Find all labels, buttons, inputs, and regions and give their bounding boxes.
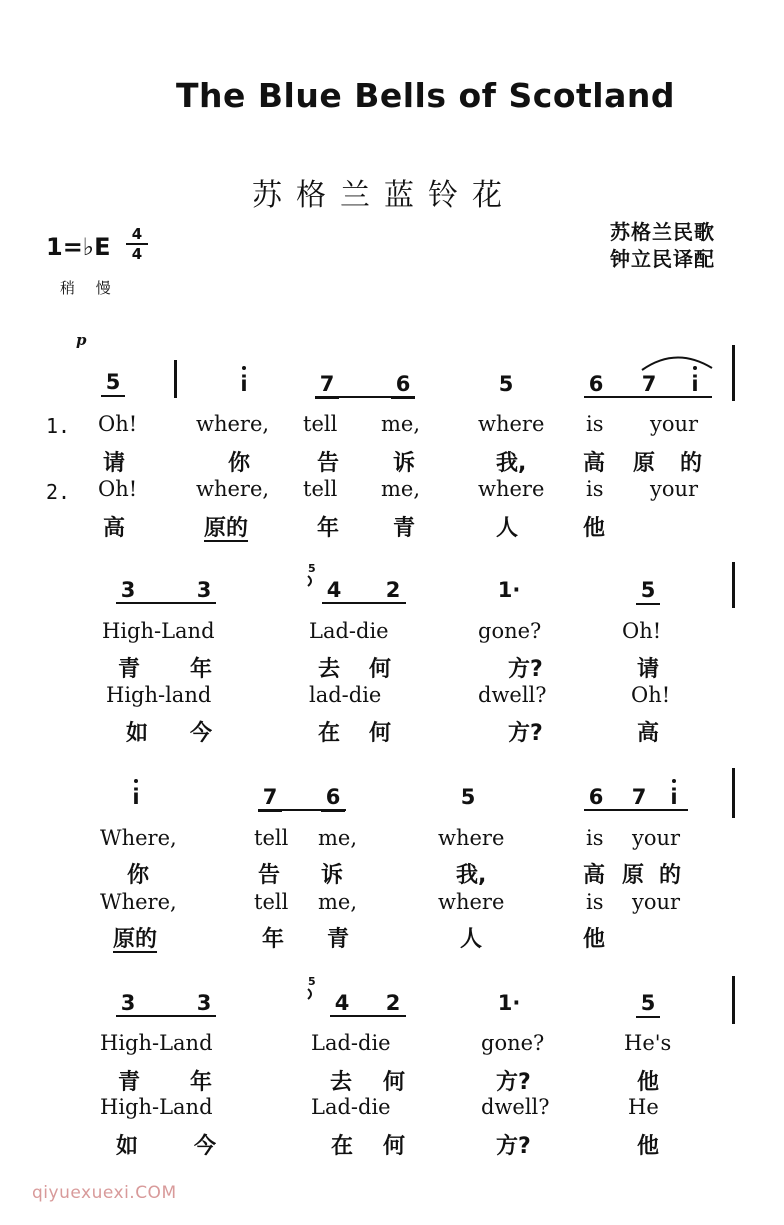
grace-mark: [306, 987, 316, 1001]
note: 5: [636, 991, 660, 1018]
lyric: Oh!: [98, 412, 138, 436]
credit-translator: 钟立民译配: [610, 247, 715, 271]
note: 7: [641, 372, 657, 396]
lyric-cn: 请: [103, 451, 126, 476]
note: 7: [258, 785, 282, 812]
lyric-cn: 青: [327, 927, 350, 952]
key-signature: 1=♭E: [46, 233, 111, 261]
beam: [330, 1015, 406, 1017]
grace-note: 5: [308, 975, 316, 988]
barline: [732, 768, 735, 818]
dynamic-marking: p: [76, 331, 87, 349]
lyric-cn: 诉: [321, 863, 344, 888]
lyric-cn: 人: [460, 927, 483, 952]
beam: [584, 809, 688, 811]
lyric: dwell?: [481, 1095, 550, 1119]
time-sig-top: 4: [131, 225, 143, 243]
lyric-cn: 何: [369, 721, 392, 746]
lyric-cn: 我,: [456, 863, 487, 888]
note: 1·: [497, 578, 521, 602]
lyric-cn: 年: [190, 657, 213, 682]
verse-number-2: 2.: [46, 480, 71, 504]
lyric: High-Land: [100, 1031, 213, 1055]
beam: [322, 602, 406, 604]
time-signature: [126, 226, 148, 262]
lyric-cn: 你: [228, 451, 251, 476]
slur: [640, 350, 714, 372]
credit-origin: 苏格兰民歌: [610, 220, 715, 244]
lyric-cn: 告: [258, 863, 281, 888]
lyric: is: [586, 890, 604, 914]
lyric: tell: [303, 477, 338, 501]
lyric: me,: [318, 890, 358, 914]
note: 6: [588, 785, 604, 809]
lyric-cn: 高: [103, 516, 126, 541]
lyric-cn: 方?: [508, 721, 543, 746]
note: 3: [196, 991, 212, 1015]
lyric: High-Land: [102, 619, 215, 643]
grace-mark: [306, 574, 316, 588]
barline: [732, 345, 735, 401]
lyric: is: [586, 412, 604, 436]
lyric: me,: [318, 826, 358, 850]
tempo-marking: 稍 慢: [60, 279, 119, 297]
lyric: Where,: [100, 826, 177, 850]
chinese-title: 苏格兰蓝铃花: [252, 178, 516, 213]
lyric-cn: 的: [659, 863, 682, 888]
lyric: your: [632, 890, 681, 914]
lyric: tell: [303, 412, 338, 436]
lyric: High-Land: [100, 1095, 213, 1119]
note: 5: [636, 578, 660, 605]
lyric: lad-die: [309, 683, 382, 707]
high-octave-dot: [672, 779, 676, 783]
barline: [732, 562, 735, 608]
beam: [315, 396, 415, 398]
lyric: me,: [381, 412, 421, 436]
lyric: dwell?: [478, 683, 547, 707]
lyric-cn: 他: [637, 1070, 660, 1095]
lyric: Lad-die: [309, 619, 389, 643]
lyric: where,: [196, 477, 270, 501]
note: 1·: [497, 991, 521, 1015]
barline: [174, 360, 177, 398]
lyric: He's: [624, 1031, 672, 1055]
time-sig-bottom: 4: [131, 245, 143, 263]
note: 3: [120, 991, 136, 1015]
note: 7: [631, 785, 647, 809]
lyric-cn: 今: [190, 721, 213, 746]
lyric-cn: 青: [393, 516, 416, 541]
lyric-cn: 如: [126, 721, 149, 746]
note: 4: [334, 991, 350, 1015]
lyric-cn: 何: [383, 1134, 406, 1159]
lyric: tell: [254, 890, 289, 914]
lyric-cn: 在: [318, 721, 341, 746]
lyric-cn: 方?: [496, 1070, 531, 1095]
beam: [116, 1015, 216, 1017]
grace-note: 5: [308, 562, 316, 575]
note: 2: [385, 991, 401, 1015]
lyric: your: [650, 412, 699, 436]
lyric: is: [586, 826, 604, 850]
lyric-cn: 去: [330, 1070, 353, 1095]
lyric: Lad-die: [311, 1095, 391, 1119]
lyric-cn: 高: [583, 451, 606, 476]
lyric-cn: 今: [194, 1134, 217, 1159]
beam: [116, 602, 216, 604]
note: 3: [196, 578, 212, 602]
lyric-cn: 我,: [496, 451, 527, 476]
lyric-cn: 如: [116, 1134, 139, 1159]
beam: [584, 396, 712, 398]
lyric: where,: [196, 412, 270, 436]
lyric: me,: [381, 477, 421, 501]
lyric-cn: 原: [622, 863, 645, 888]
lyric: where: [438, 890, 505, 914]
lyric-cn: 何: [383, 1070, 406, 1095]
note: i: [240, 372, 248, 396]
note: i: [691, 372, 699, 396]
lyric-cn: 他: [583, 516, 606, 541]
lyric: Oh!: [622, 619, 662, 643]
note: 5: [498, 372, 514, 396]
lyric-cn: 你: [127, 863, 150, 888]
lyric-cn: 原: [633, 451, 656, 476]
note: 6: [321, 785, 345, 812]
lyric-cn: 年: [190, 1070, 213, 1095]
lyric-cn: 方?: [496, 1134, 531, 1159]
lyric: Oh!: [631, 683, 671, 707]
lyric-cn: 告: [317, 451, 340, 476]
lyric-cn: 青: [118, 657, 141, 682]
lyric: High-land: [106, 683, 212, 707]
note: 5: [101, 370, 125, 397]
lyric: your: [650, 477, 699, 501]
barline: [732, 976, 735, 1024]
note: i: [670, 785, 678, 809]
lyric: where: [438, 826, 505, 850]
lyric-cn: 方?: [508, 657, 543, 682]
note: 6: [588, 372, 604, 396]
lyric-cn: 诉: [393, 451, 416, 476]
lyric: gone?: [481, 1031, 545, 1055]
lyric-cn: 人: [496, 516, 519, 541]
lyric-cn: 原的: [113, 927, 158, 952]
lyric: where: [478, 412, 545, 436]
lyric: where: [478, 477, 545, 501]
lyric: Lad-die: [311, 1031, 391, 1055]
lyric-cn: 高: [583, 863, 606, 888]
lyric-cn: 的: [680, 451, 703, 476]
beam: [258, 809, 346, 811]
lyric: gone?: [478, 619, 542, 643]
high-octave-dot: [134, 779, 138, 783]
note: 5: [460, 785, 476, 809]
lyric-cn: 在: [331, 1134, 354, 1159]
lyric-cn: 去: [318, 657, 341, 682]
song-title: The Blue Bells of Scotland: [176, 76, 675, 115]
lyric-cn: 青: [118, 1070, 141, 1095]
lyric-cn: 高: [637, 721, 660, 746]
high-octave-dot: [242, 366, 246, 370]
note: 3: [120, 578, 136, 602]
note: 6: [391, 372, 415, 399]
lyric: your: [632, 826, 681, 850]
lyric: He: [628, 1095, 659, 1119]
watermark: qiyuexuexi.COM: [32, 1183, 177, 1203]
note: 2: [385, 578, 401, 602]
verse-number-1: 1.: [46, 414, 71, 438]
lyric-cn: 年: [262, 927, 285, 952]
note: 4: [326, 578, 342, 602]
lyric: is: [586, 477, 604, 501]
lyric: Oh!: [98, 477, 138, 501]
lyric-cn: 年: [317, 516, 340, 541]
lyric-cn: 何: [369, 657, 392, 682]
lyric: Where,: [100, 890, 177, 914]
note: 7: [315, 372, 339, 399]
lyric-cn: 他: [583, 927, 606, 952]
lyric-cn: 请: [637, 657, 660, 682]
lyric: tell: [254, 826, 289, 850]
lyric-cn: 原的: [204, 516, 249, 541]
note: i: [132, 785, 140, 809]
lyric-cn: 他: [637, 1134, 660, 1159]
